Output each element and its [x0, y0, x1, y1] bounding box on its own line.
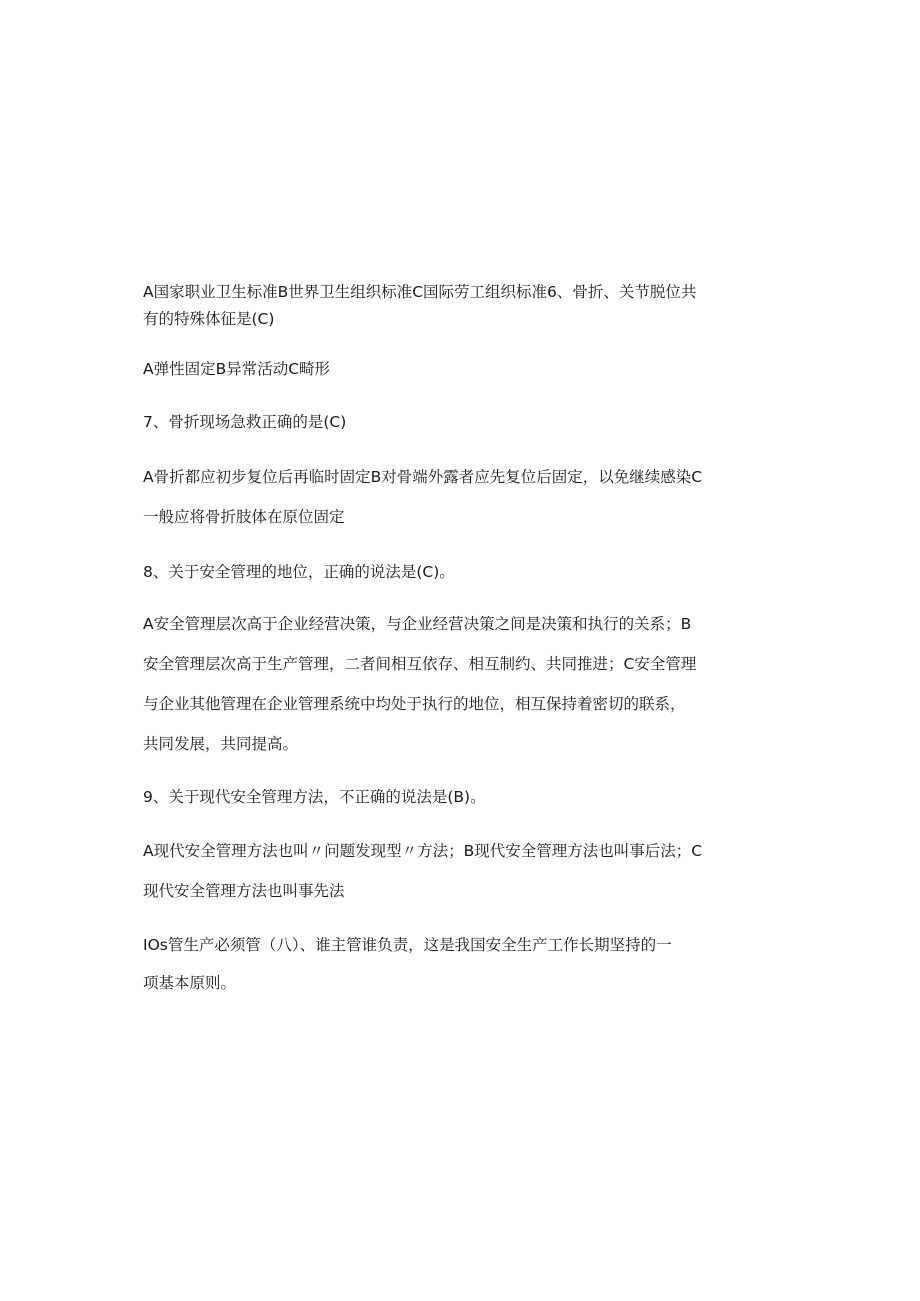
text-line: 现代安全管理方法也叫事先法 [143, 882, 345, 900]
text-line: 9、关于现代安全管理方法，不正确的说法是(B)。 [143, 788, 486, 806]
text-line: A现代安全管理方法也叫〃问题发现型〃方法；B现代安全管理方法也叫事后法；C [143, 842, 703, 860]
text-line: 安全管理层次高于生产管理，二者间相互依存、相互制约、共同推进；C安全管理 [143, 655, 697, 673]
text-line: A国家职业卫生标准B世界卫生组织标准C国际劳工组织标准6、骨折、关节脱位共 [143, 283, 697, 301]
text-line: 一般应将骨折肢体在原位固定 [143, 508, 345, 526]
text-line: IOs管生产必须管（八）、谁主管谁负责，这是我国安全生产工作长期坚持的一 [143, 936, 672, 954]
text-line: 7、骨折现场急救正确的是(C) [143, 413, 347, 431]
text-line: 共同发展，共同提高。 [143, 735, 299, 753]
text-line: A安全管理层次高于企业经营决策，与企业经营决策之间是决策和执行的关系；B [143, 615, 692, 633]
text-line: 项基本原则。 [143, 974, 237, 992]
text-line: 与企业其他管理在企业管理系统中均处于执行的地位，相互保持着密切的联系， [143, 695, 686, 713]
text-line: 有的特殊体征是(C) [143, 310, 275, 328]
text-line: A骨折都应初步复位后再临时固定B对骨端外露者应先复位后固定，以免继续感染C [143, 468, 703, 486]
text-line: 8、关于安全管理的地位，正确的说法是(C)。 [143, 563, 455, 581]
text-line: A弹性固定B异常活动C畸形 [143, 360, 331, 378]
